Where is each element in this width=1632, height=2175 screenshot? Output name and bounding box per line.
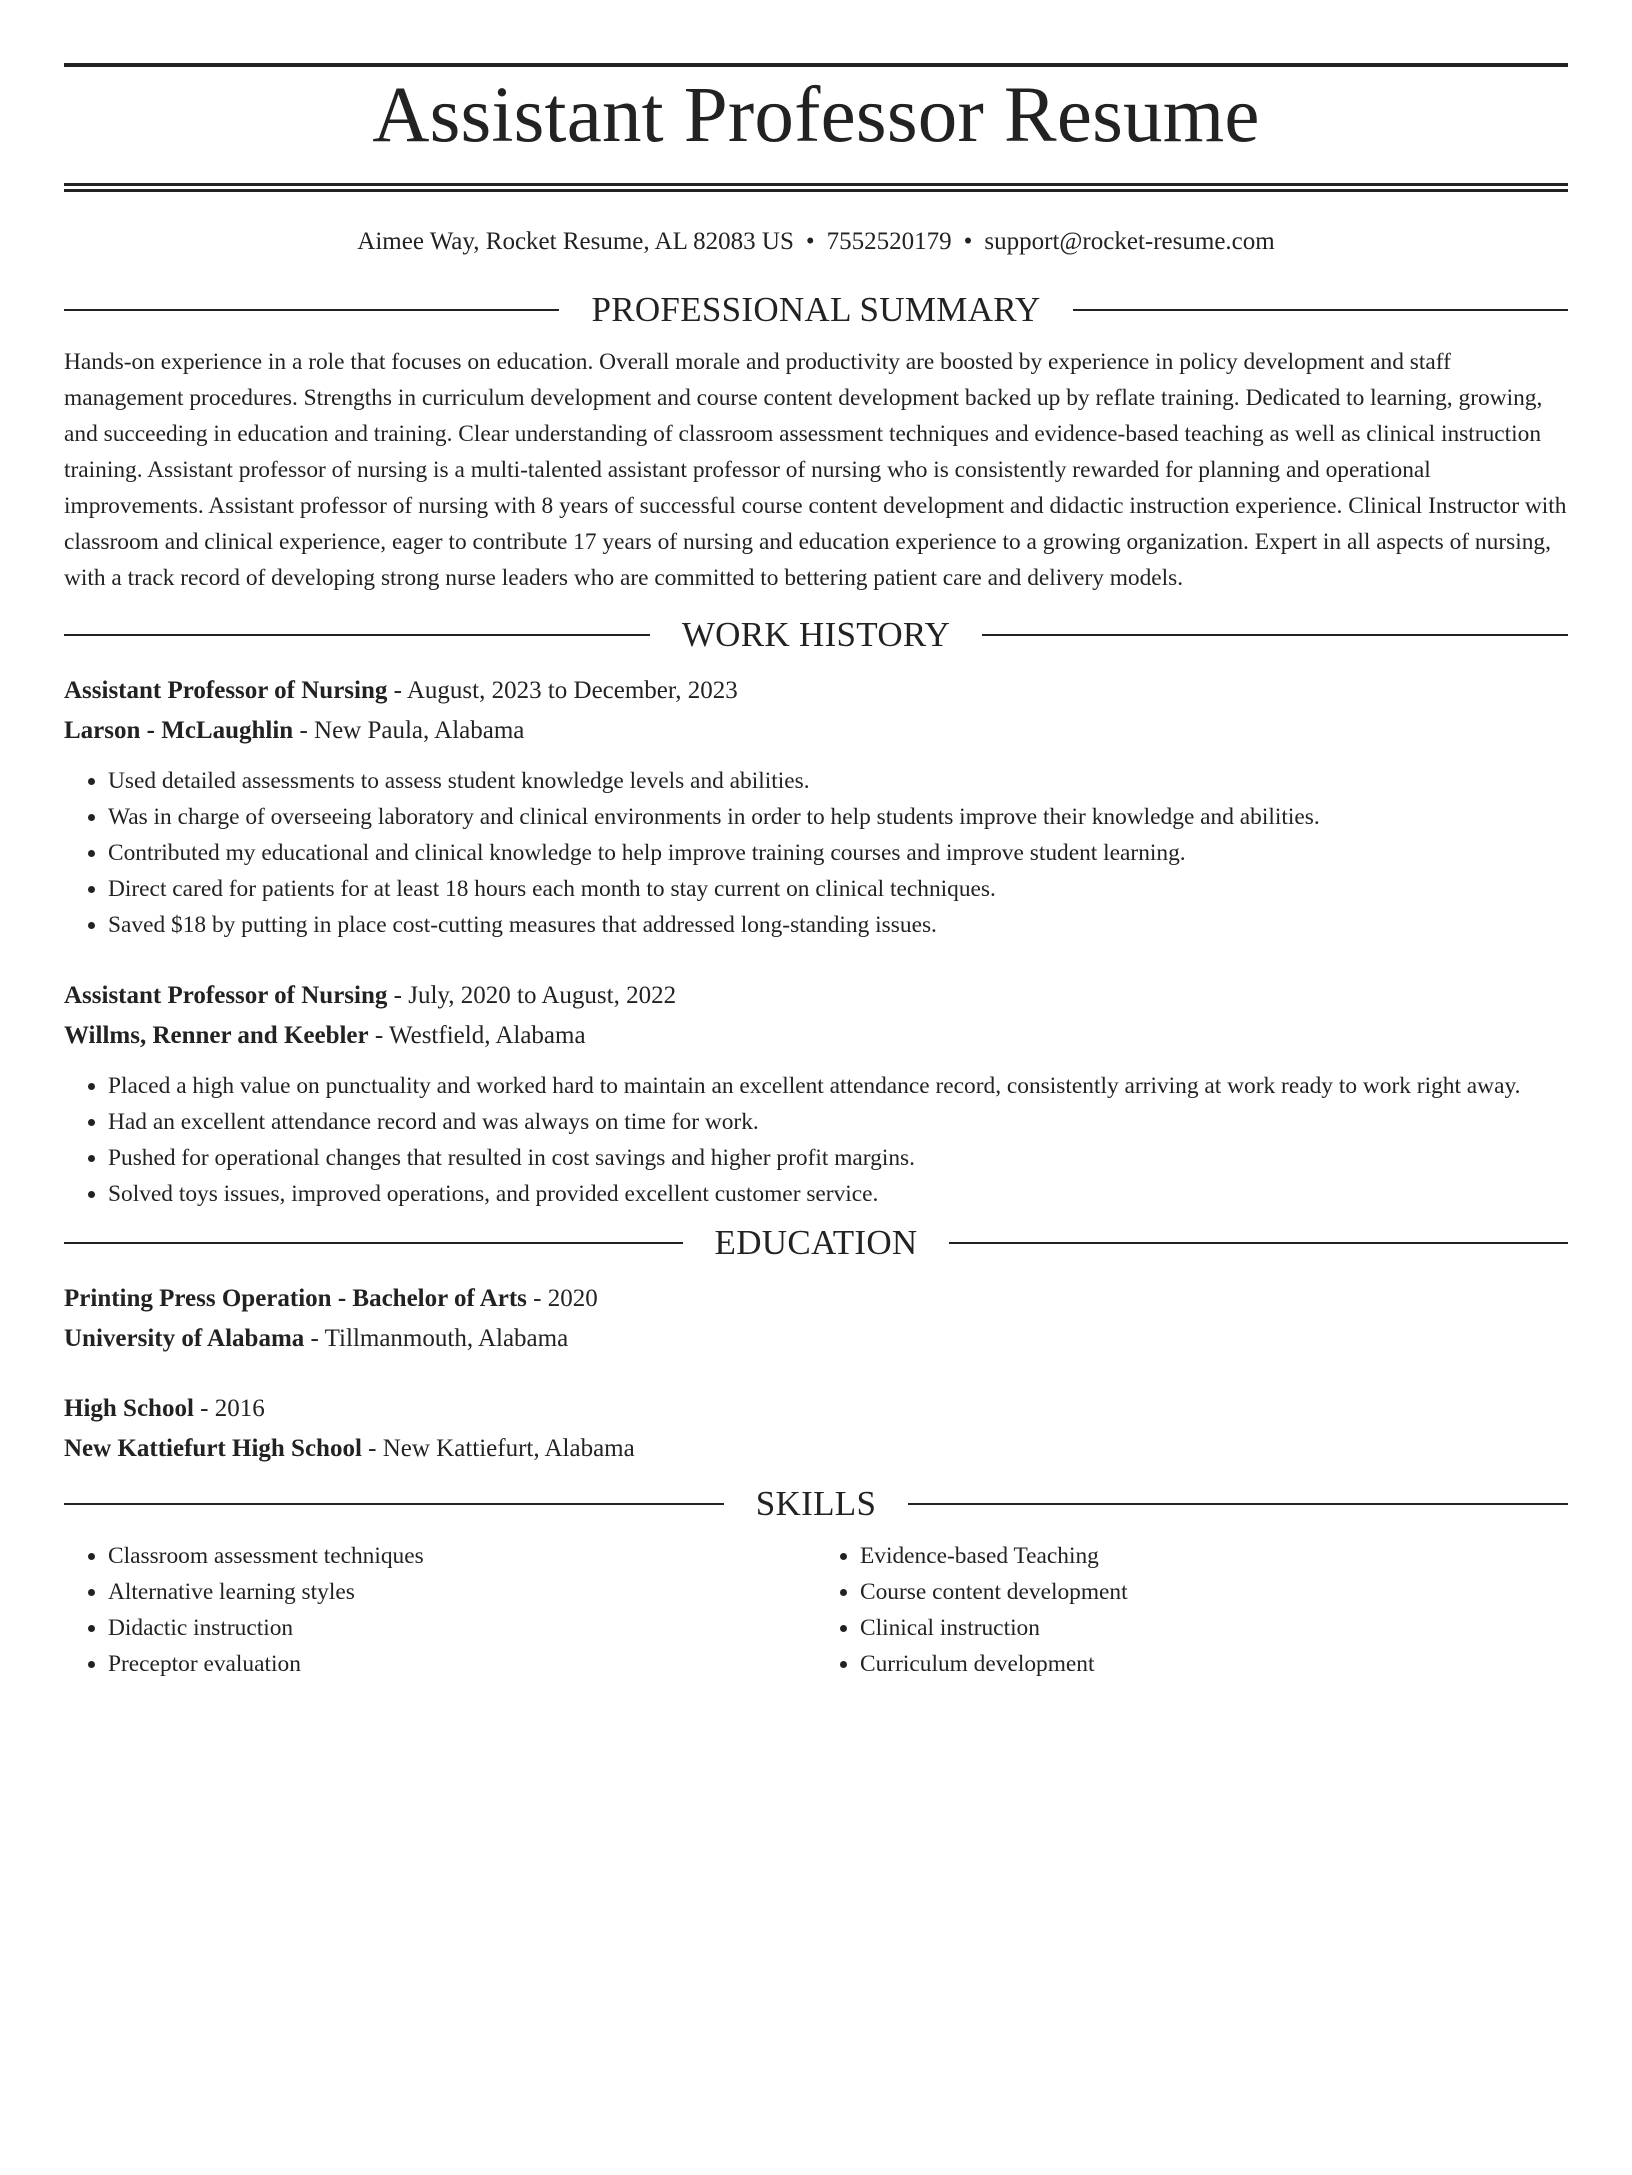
job-bullet: • Used detailed assessments to assess student knowledge levels and abilities. bbox=[108, 763, 1568, 799]
contact-separator: • bbox=[963, 228, 973, 255]
skill-item: • Alternative learning styles bbox=[108, 1574, 816, 1610]
section-title: SKILLS bbox=[755, 1484, 877, 1523]
skill-item: • Didactic instruction bbox=[108, 1610, 816, 1646]
contact-email: support@rocket-resume.com bbox=[984, 228, 1275, 255]
education-location: - Tillmanmouth, Alabama bbox=[304, 1325, 569, 1352]
job-bullets bbox=[64, 1068, 1568, 1212]
education-degree-line bbox=[64, 1279, 1568, 1319]
contact-address: Aimee Way, Rocket Resume, AL 82083 US bbox=[357, 228, 794, 255]
education-year: - 2016 bbox=[193, 1395, 265, 1422]
skill-item: • Course content development bbox=[860, 1574, 1568, 1610]
education-school: University of Alabama bbox=[64, 1325, 305, 1352]
job-entry bbox=[64, 976, 1568, 1212]
contact-separator: • bbox=[805, 228, 815, 255]
contact-line bbox=[64, 226, 1568, 258]
education-school-line bbox=[64, 1319, 1568, 1359]
job-bullet: • Contributed my educational and clinical knowledge to help improve training courses and improve student learning. bbox=[108, 835, 1568, 871]
skills-column-left bbox=[64, 1538, 816, 1682]
job-location: - New Paula, Alabama bbox=[293, 717, 525, 744]
section-header-education bbox=[64, 1221, 1568, 1265]
job-bullet: • Solved toys issues, improved operations, and provided excellent customer service. bbox=[108, 1176, 1568, 1212]
job-entry bbox=[64, 671, 1568, 943]
summary-text: Hands-on experience in a role that focuses on education. Overall morale and productivity are boosted by experience in policy development and staff management procedures. Strengths in curriculum development and course content development backed up by reflate training. Dedicated to learning, growing, and succeeding in education and training. Clear understanding of classroom assessment techniques and evidence-based teaching as well as clinical instruction training. Assistant professor of nursing is a multi-talented assistant professor of nursing who is consistently rewarded for planning and operational improvements. Assistant professor of nursing with 8 years of successful course content development and didactic instruction experience. Clinical Instructor with classroom and clinical experience, eager to contribute 17 years of nursing and education experience to a growing organization. Expert in all aspects of nursing, with a track record of developing strong nurse leaders who are committed to bettering patient care and delivery models. bbox=[64, 349, 1567, 591]
section-rule bbox=[1073, 309, 1568, 311]
job-bullet: • Had an excellent attendance record and was always on time for work. bbox=[108, 1104, 1568, 1140]
education-school: New Kattiefurt High School bbox=[64, 1435, 362, 1462]
resume-page bbox=[0, 63, 1632, 2175]
skill-item: • Clinical instruction bbox=[860, 1610, 1568, 1646]
skill-item: • Classroom assessment techniques bbox=[108, 1538, 816, 1574]
job-company: Larson - McLaughlin bbox=[64, 717, 294, 744]
section-rule bbox=[64, 634, 650, 636]
header-double-rule bbox=[64, 183, 1568, 192]
skill-item: • Preceptor evaluation bbox=[108, 1646, 816, 1682]
contact-phone: 7552520179 bbox=[826, 228, 952, 255]
skill-item: • Curriculum development bbox=[860, 1646, 1568, 1682]
section-title: EDUCATION bbox=[714, 1223, 918, 1262]
resume-title: Assistant Professor Resume bbox=[372, 72, 1260, 159]
section-rule bbox=[908, 1503, 1568, 1505]
section-rule bbox=[64, 1503, 724, 1505]
job-title: Assistant Professor of Nursing bbox=[64, 982, 388, 1009]
job-location: - Westfield, Alabama bbox=[368, 1022, 586, 1049]
job-company: Willms, Renner and Keebler bbox=[64, 1022, 369, 1049]
section-rule bbox=[949, 1242, 1568, 1244]
job-title: Assistant Professor of Nursing bbox=[64, 677, 388, 704]
job-dates: - August, 2023 to December, 2023 bbox=[387, 677, 738, 704]
job-company-line bbox=[64, 711, 1568, 751]
job-bullet: • Placed a high value on punctuality and worked hard to maintain an excellent attendance record, consistently arriving at work ready to work right away. bbox=[108, 1068, 1568, 1104]
education-degree: High School bbox=[64, 1395, 194, 1422]
skills-column-right bbox=[816, 1538, 1568, 1682]
education-degree-line bbox=[64, 1389, 1568, 1429]
education-entry bbox=[64, 1389, 1568, 1469]
section-rule bbox=[982, 634, 1568, 636]
section-rule bbox=[64, 1242, 683, 1244]
skills-list bbox=[64, 1538, 1568, 1682]
job-dates: - July, 2020 to August, 2022 bbox=[387, 982, 677, 1009]
section-title: WORK HISTORY bbox=[681, 615, 951, 654]
education-degree: Printing Press Operation - Bachelor of Arts bbox=[64, 1285, 527, 1312]
job-bullet: • Direct cared for patients for at least 18 hours each month to stay current on clinical techniques. bbox=[108, 871, 1568, 907]
job-bullet: • Pushed for operational changes that resulted in cost savings and higher profit margins. bbox=[108, 1140, 1568, 1176]
header-top-rule bbox=[64, 63, 1568, 67]
education-entry bbox=[64, 1279, 1568, 1359]
section-header-summary bbox=[64, 288, 1568, 332]
section-header-work-history bbox=[64, 613, 1568, 657]
education-year: - 2020 bbox=[526, 1285, 598, 1312]
job-title-line bbox=[64, 671, 1568, 711]
job-title-line bbox=[64, 976, 1568, 1016]
section-rule bbox=[64, 309, 559, 311]
education-school-line bbox=[64, 1429, 1568, 1469]
job-company-line bbox=[64, 1016, 1568, 1056]
education-location: - New Kattiefurt, Alabama bbox=[361, 1435, 635, 1462]
section-header-skills bbox=[64, 1482, 1568, 1526]
job-bullet: • Saved $18 by putting in place cost-cutting measures that addressed long-standing issues. bbox=[108, 907, 1568, 943]
skill-item: • Evidence-based Teaching bbox=[860, 1538, 1568, 1574]
job-bullet: • Was in charge of overseeing laboratory and clinical environments in order to help students improve their knowledge and abilities. bbox=[108, 799, 1568, 835]
section-title: PROFESSIONAL SUMMARY bbox=[591, 290, 1041, 329]
job-bullets bbox=[64, 763, 1568, 943]
